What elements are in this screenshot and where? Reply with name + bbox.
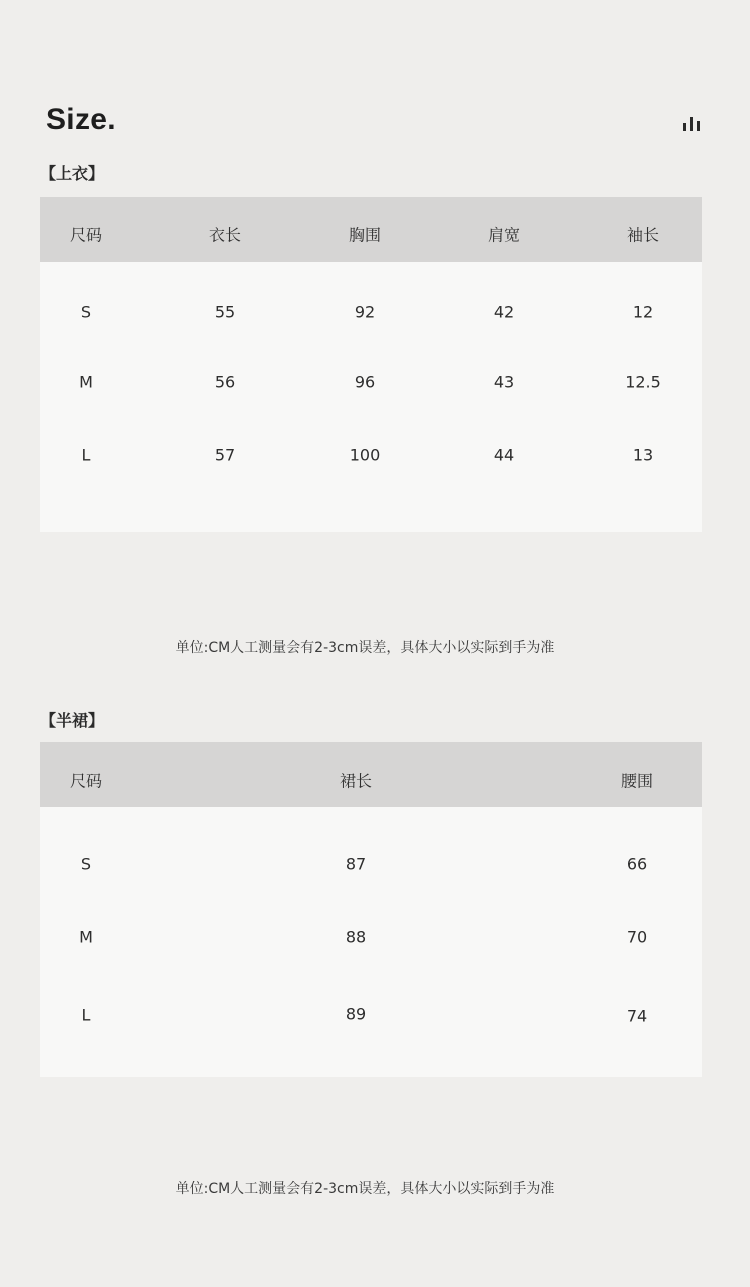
- size-cell: M: [79, 372, 93, 392]
- waist-cell: 66: [626, 854, 648, 874]
- skirt-header-length: 裙长: [339, 771, 373, 791]
- skirt-header-size: 尺码: [69, 771, 103, 791]
- sleeve-cell: 13: [632, 445, 654, 465]
- size-cell: L: [81, 445, 91, 465]
- tops-header-sleeve: 袖长: [626, 225, 660, 245]
- length-cell: 87: [345, 854, 367, 874]
- skirt-size-table: [40, 742, 702, 1077]
- shoulder-cell: 42: [493, 302, 515, 322]
- size-cell: L: [81, 1005, 91, 1025]
- waist-cell: 74: [626, 1006, 648, 1026]
- measurement-note: 单位:CM人工测量会有2-3cm误差，具体大小以实际到手为准: [175, 640, 555, 656]
- length-cell: 56: [214, 372, 236, 392]
- skirt-header-waist: 腰围: [620, 771, 654, 791]
- size-cell: M: [79, 927, 93, 947]
- size-cell: S: [80, 854, 92, 874]
- tops-header-chest: 胸围: [348, 225, 382, 245]
- length-cell: 57: [214, 445, 236, 465]
- page-title: Size.: [46, 103, 116, 136]
- shoulder-cell: 44: [493, 445, 515, 465]
- measurement-note: 单位:CM人工测量会有2-3cm误差，具体大小以实际到手为准: [175, 1181, 555, 1197]
- shoulder-cell: 43: [493, 372, 515, 392]
- skirt-section-label: 【半裙】: [40, 711, 105, 730]
- chest-cell: 92: [354, 302, 376, 322]
- bar-chart-icon: [682, 116, 702, 132]
- waist-cell: 70: [626, 927, 648, 947]
- tops-size-table: [40, 197, 702, 532]
- chest-cell: 96: [354, 372, 376, 392]
- length-cell: 89: [345, 1004, 367, 1024]
- sleeve-cell: 12: [632, 302, 654, 322]
- length-cell: 55: [214, 302, 236, 322]
- length-cell: 88: [345, 927, 367, 947]
- tops-header-size: 尺码: [69, 225, 103, 245]
- tops-section-label: 【上衣】: [40, 164, 105, 183]
- sleeve-cell: 12.5: [625, 372, 661, 392]
- tops-header-shoulder: 肩宽: [487, 225, 521, 245]
- tops-table-header: [40, 197, 702, 262]
- size-cell: S: [80, 302, 92, 322]
- chest-cell: 100: [349, 445, 381, 465]
- skirt-table-header: [40, 742, 702, 807]
- tops-header-length: 衣长: [208, 225, 242, 245]
